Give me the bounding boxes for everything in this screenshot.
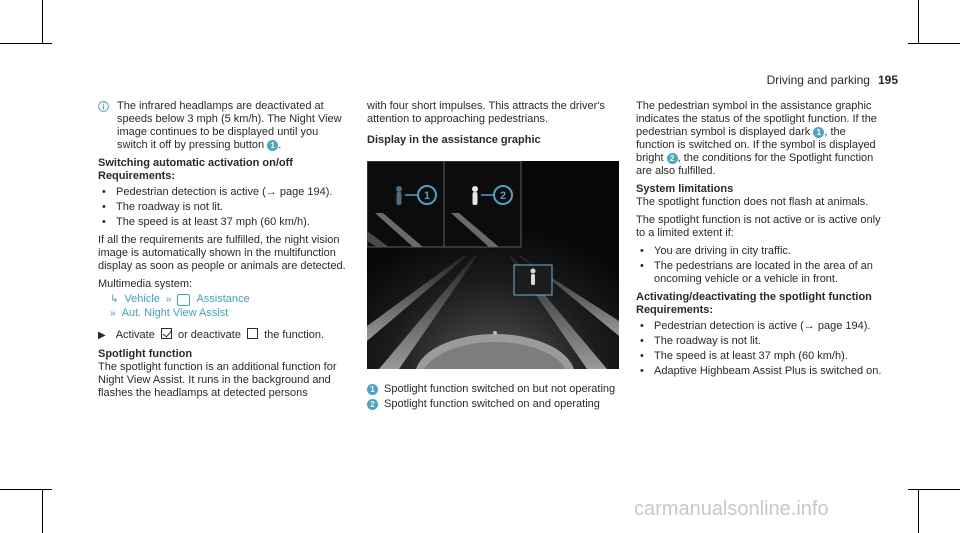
crop-mark: [918, 0, 919, 44]
caption-num-1: 1: [367, 384, 378, 395]
star-emblem-icon: [493, 331, 497, 335]
action-deactivate: or deactivate: [177, 329, 241, 341]
page-header: [767, 74, 898, 87]
action-text: [116, 328, 324, 342]
heading-switching: Switching automatic activation on/off: [98, 157, 293, 169]
caption-1: [367, 383, 617, 396]
info-icon: [98, 101, 109, 112]
callout-1: 1: [267, 140, 278, 151]
limits-text-2: The spotlight function is not active or is active only to a limited extent if:: [636, 214, 881, 239]
list-item: • The roadway is not lit.: [98, 201, 348, 214]
crop-mark: [0, 489, 52, 490]
path-vehicle: Vehicle: [124, 293, 160, 305]
requirements-label: Requirements:: [636, 304, 714, 316]
column-2: [367, 100, 617, 413]
crop-mark: [42, 489, 43, 533]
assistance-graphic-svg: [367, 161, 619, 369]
list-item: • Pedestrian detection is active (→ page 194).: [98, 186, 348, 199]
crop-mark: [908, 489, 960, 490]
requirements-label: Requirements:: [98, 170, 176, 182]
multimedia-label: Multimedia system:: [98, 278, 193, 290]
car-assist-icon: [177, 294, 190, 306]
section-title: Driving and parking: [766, 73, 870, 87]
path-start-arrow-icon: ↳: [110, 294, 119, 305]
intro-text: with four short impulses. This attracts the driver's attention to approaching pedestrians.: [367, 100, 605, 125]
crop-mark: [908, 43, 960, 44]
requirements-list: [636, 320, 886, 378]
text-part-a: The pedestrian symbol in the assistance graphic indicates the status of the spotlight function. If the pedestrian symbol is displayed dark: [636, 100, 877, 138]
column-3: [636, 100, 886, 383]
callout-1: 1: [813, 127, 824, 138]
path-arrow-icon: »: [165, 294, 172, 305]
pedestrian-dark-icon: [396, 186, 402, 205]
action-activate: Activate: [115, 329, 155, 341]
column-1: [98, 100, 348, 405]
activating-heading: Activating/deactivating the spotlight function: [636, 291, 872, 303]
crop-mark: [918, 489, 919, 533]
assistance-graphic: [367, 161, 619, 369]
menu-path: [98, 293, 348, 320]
checkbox-empty-icon: [247, 328, 258, 339]
caption-num-2: 2: [367, 399, 378, 410]
path-line-1: [110, 293, 348, 306]
pedestrian-bright-icon: [472, 186, 478, 205]
limits-text: The spotlight function does not flash at animals.: [636, 196, 869, 208]
action-triangle-icon: ▶: [98, 329, 106, 341]
caption-text-1: Spotlight function switched on but not operating: [384, 383, 616, 395]
result-text: If all the requirements are fulfilled, the night vision image is automatically shown in the multifunction display as soon as people or animals are detected.: [98, 234, 346, 272]
pedestrian-symbol-text: [636, 100, 886, 178]
path-night-view: Aut. Night View Assist: [121, 307, 229, 319]
action-function: the function.: [264, 329, 325, 341]
note-text: The infrared headlamps are deactivated at speeds below 3 mph (5 km/h). The Night View image continues to be displayed until you switch it off by pressing button 1 .: [117, 100, 342, 151]
requirements-list: [98, 186, 348, 229]
crop-mark: [42, 0, 43, 44]
caption-2: [367, 398, 617, 411]
spotlight-text: The spotlight function is an additional function for Night View Assist. It runs in the background and flashes the headlamps at detected persons: [98, 361, 337, 399]
list-item: • The speed is at least 37 mph (60 km/h).: [98, 216, 348, 229]
limits-list: [636, 245, 886, 286]
list-item: • The speed is at least 37 mph (60 km/h).: [636, 350, 886, 363]
info-note: [98, 100, 348, 152]
path-line-2: [110, 307, 348, 320]
callout-2: 2: [667, 153, 678, 164]
list-item: • You are driving in city traffic.: [636, 245, 886, 258]
checkbox-checked-icon: [161, 328, 172, 339]
list-item: • The roadway is not lit.: [636, 335, 886, 348]
text-part-b: , the function is switched on. If the symbol is displayed bright: [636, 126, 876, 164]
note-body: The infrared headlamps are deactivated at speeds below 3 mph (5 km/h). The Night View image continues to be displayed until you switch it off by pressing button: [117, 100, 342, 151]
watermark: carmanualsonline.info: [634, 498, 829, 520]
action-step: [98, 328, 348, 342]
page-number: 195: [877, 73, 898, 87]
path-arrow-icon: »: [110, 308, 116, 319]
caption-text-2: Spotlight function switched on and operating: [384, 398, 600, 410]
list-item: • Pedestrian detection is active (→ page 194).: [636, 320, 886, 333]
crop-mark: [0, 43, 52, 44]
list-item: • Adaptive Highbeam Assist Plus is switched on.: [636, 365, 886, 378]
spotlight-heading: Spotlight function: [98, 348, 193, 360]
text-part-c: , the conditions for the Spotlight function are also fulfilled.: [636, 152, 874, 177]
path-assistance: Assistance: [196, 293, 250, 305]
callout-label-2: 2: [499, 190, 507, 202]
callout-label-1: 1: [423, 190, 431, 202]
limits-heading: System limitations: [636, 183, 734, 195]
display-heading: Display in the assistance graphic: [367, 134, 541, 146]
detected-pedestrian-icon: [531, 269, 536, 286]
list-item: • The pedestrians are located in the area of an oncoming vehicle or a vehicle in front.: [636, 260, 886, 286]
